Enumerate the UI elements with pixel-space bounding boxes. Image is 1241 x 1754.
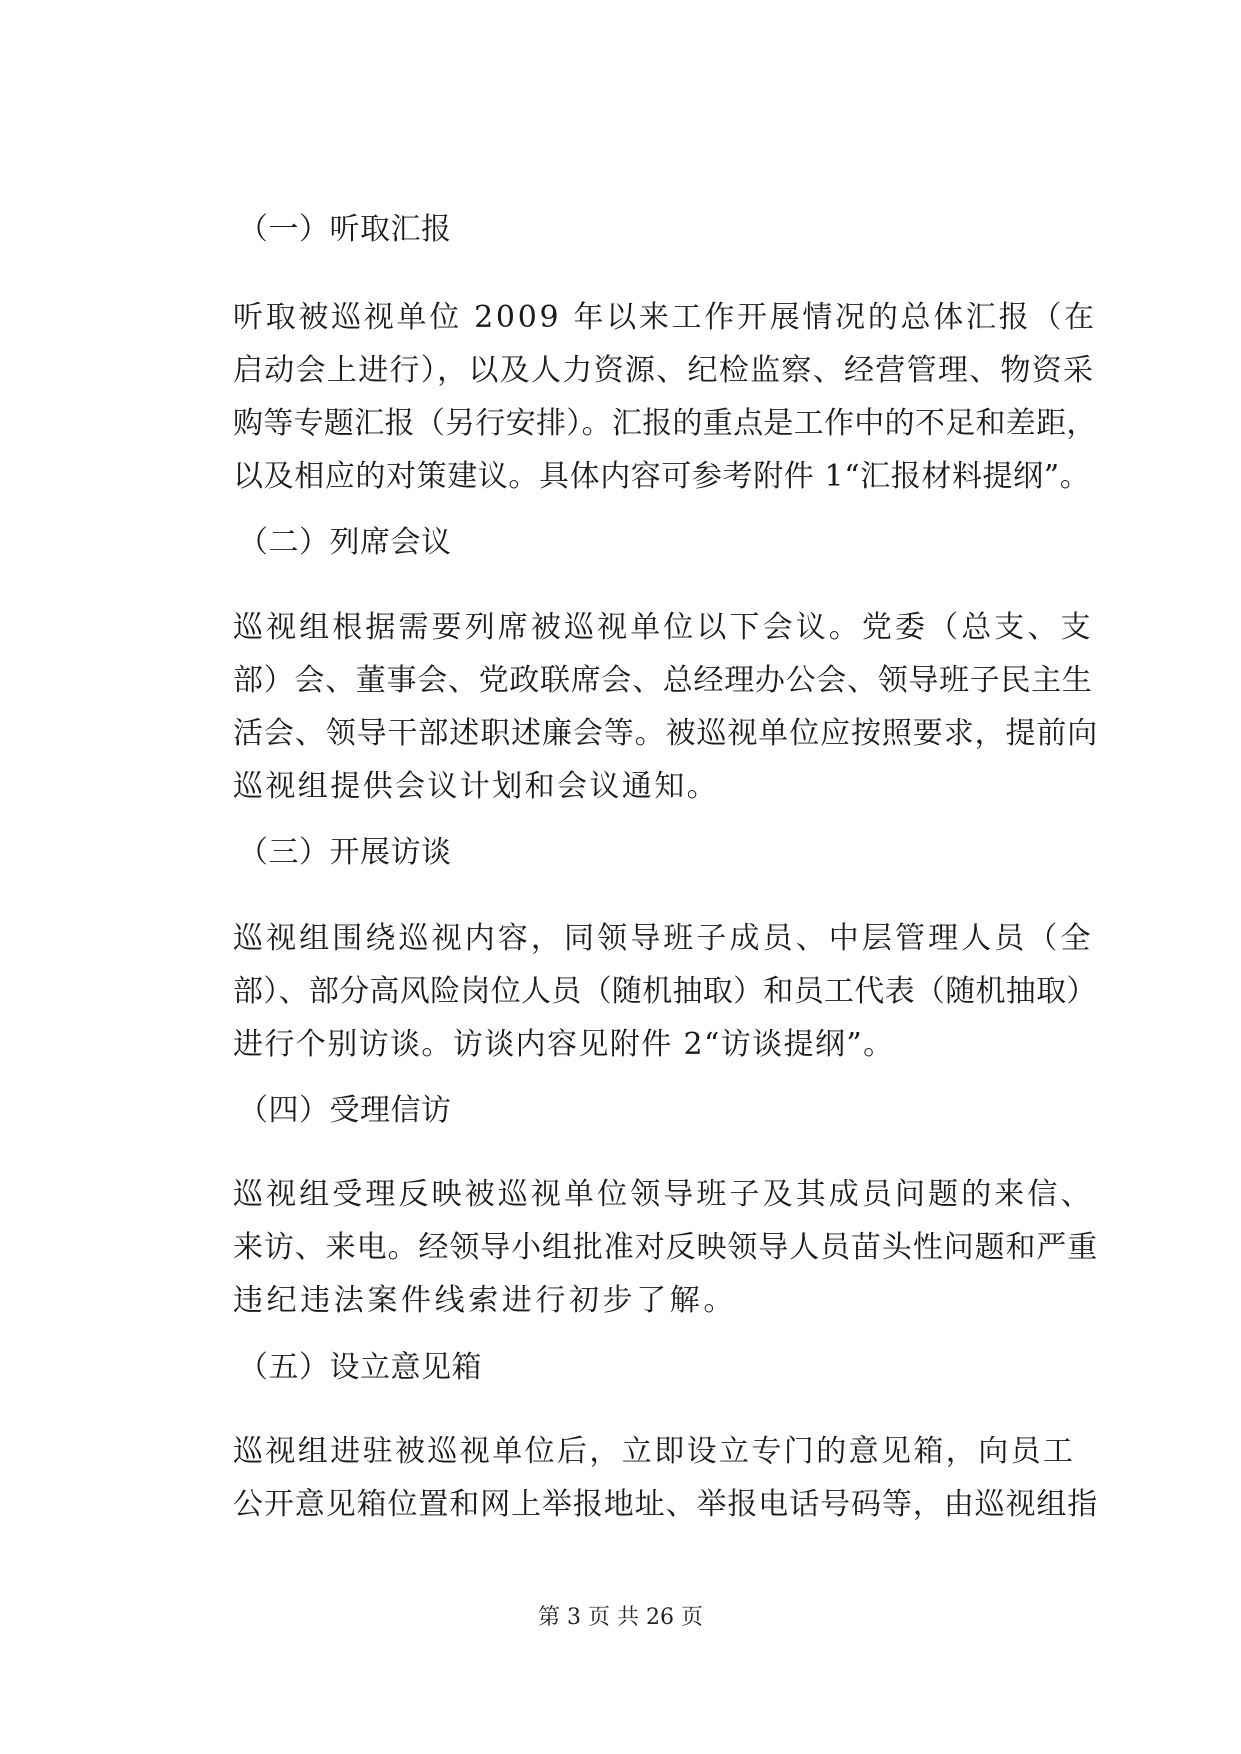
paragraph-line: 巡视组受理反映被巡视单位领导班子及其成员问题的来信、 — [233, 1177, 1094, 1212]
paragraph-line: 启动会上进行），以及人力资源、纪检监察、经营管理、物资采 — [233, 353, 1095, 388]
paragraph-line: 听取被巡视单位 2009 年以来工作开展情况的总体汇报（在 — [233, 300, 1097, 335]
paragraph-line: 巡视组根据需要列席被巡视单位以下会议。党委（总支、支 — [233, 610, 1094, 645]
paragraph-line: 进行个别访谈。访谈内容见附件 2“访谈提纲”。 — [233, 1027, 895, 1062]
section-heading-2: （二）列席会议 — [238, 525, 452, 560]
section-heading-5: （五）设立意见箱 — [238, 1350, 482, 1385]
paragraph-line: 购等专题汇报（另行安排）。汇报的重点是工作中的不足和差距， — [233, 406, 1097, 441]
paragraph-line: 活会、领导干部述职述廉会等。被巡视单位应按照要求，提前向 — [233, 716, 1099, 751]
section-heading-1: （一）听取汇报 — [238, 212, 452, 247]
paragraph-line: 以及相应的对策建议。具体内容可参考附件 1“汇报材料提纲”。 — [233, 459, 1091, 494]
paragraph-line: 部）、部分高风险岗位人员（随机抽取）和员工代表（随机抽取） — [233, 974, 1097, 1009]
section-heading-4: （四）受理信访 — [238, 1093, 452, 1128]
section-heading-3: （三）开展访谈 — [238, 835, 452, 870]
paragraph-line: 部）会、董事会、党政联席会、总经理办公会、领导班子民主生 — [233, 663, 1093, 698]
paragraph-line: 公开意见箱位置和网上举报地址、举报电话号码等，由巡视组指 — [233, 1487, 1099, 1522]
paragraph-line: 巡视组提供会议计划和会议通知。 — [233, 769, 719, 804]
paragraph-line: 违纪违法案件线索进行初步了解。 — [233, 1283, 737, 1318]
paragraph-line: 来访、来电。经领导小组批准对反映领导人员苗头性问题和严重 — [233, 1230, 1099, 1265]
paragraph-line: 巡视组围绕巡视内容，同领导班子成员、中层管理人员（全 — [233, 921, 1094, 956]
paragraph-line: 巡视组进驻被巡视单位后，立即设立专门的意见箱，向员工 — [233, 1434, 1076, 1469]
page-number-footer: 第 3 页 共 26 页 — [538, 1605, 703, 1630]
